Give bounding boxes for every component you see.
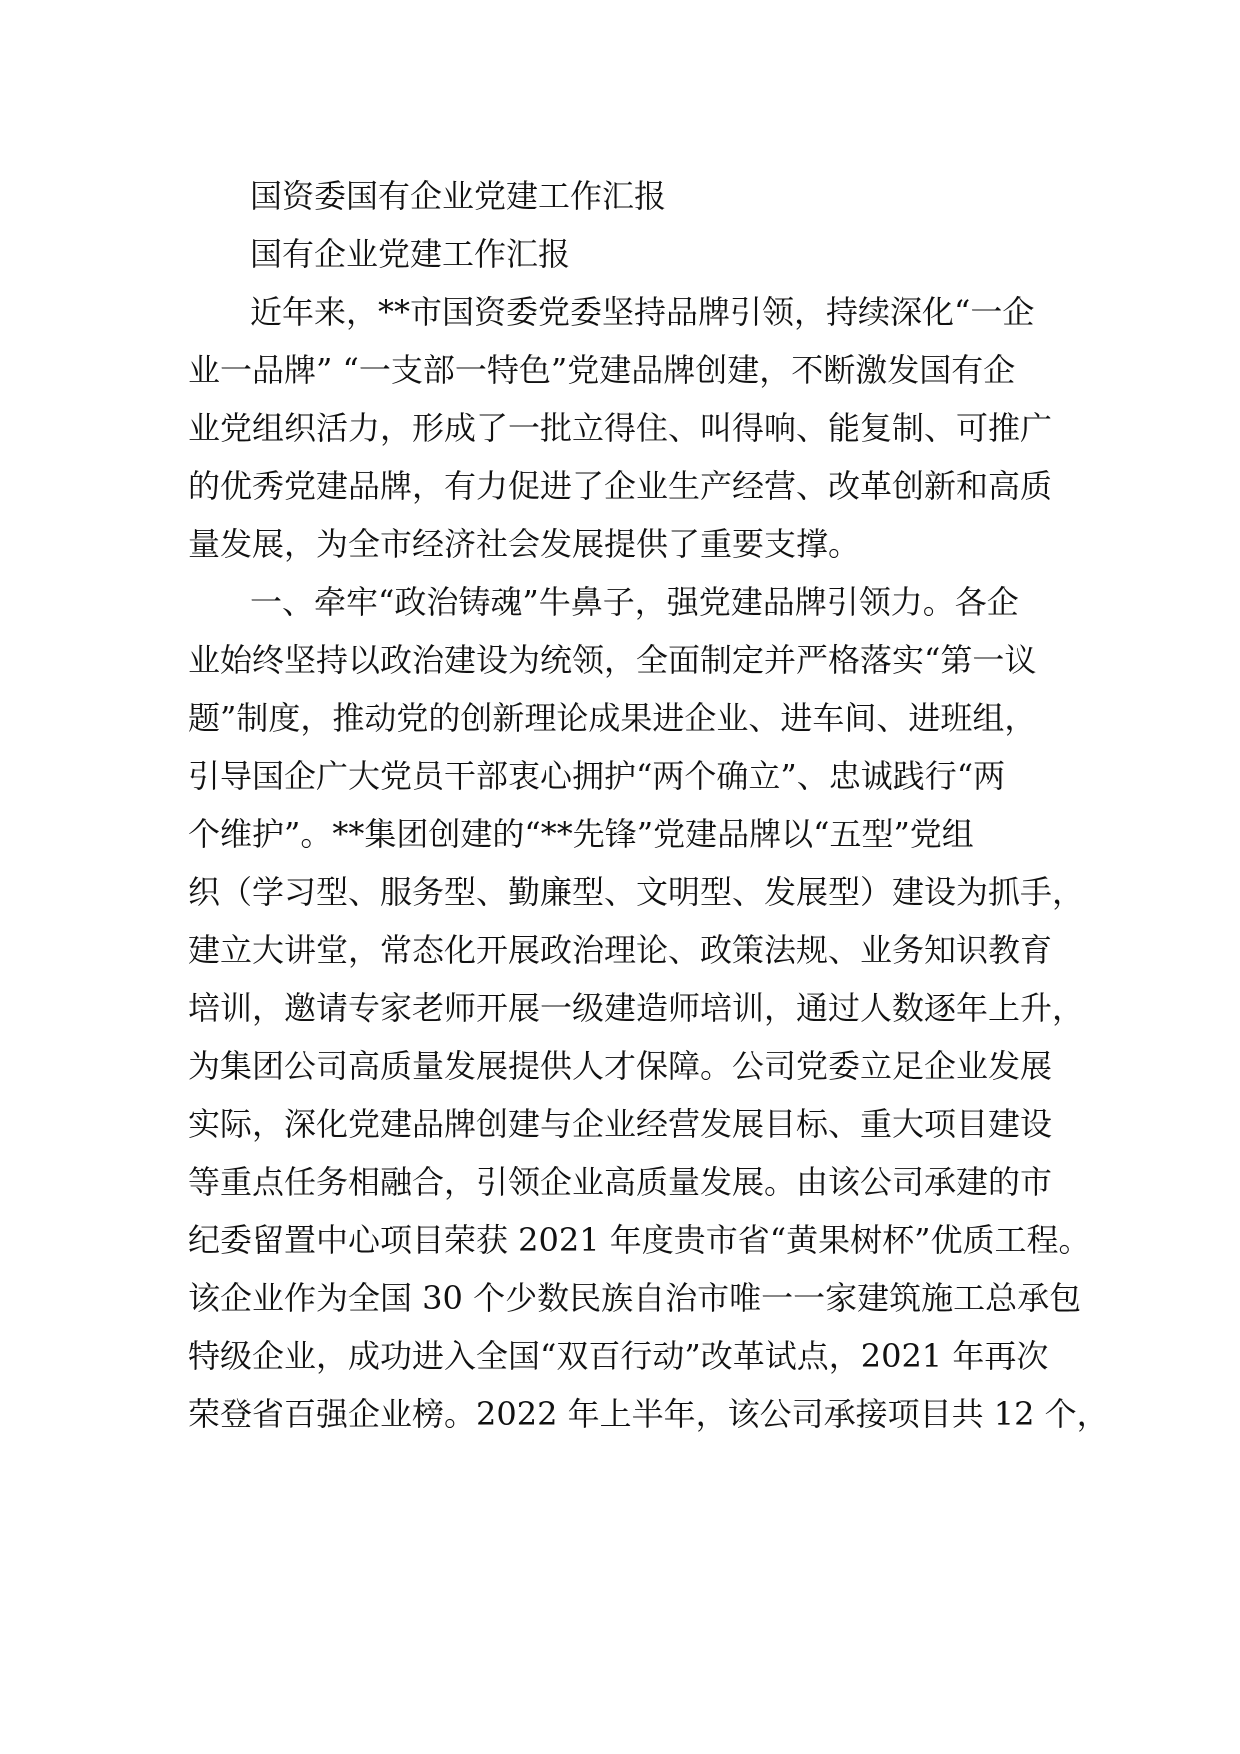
paragraph-line: 的优秀党建品牌，有力促进了企业生产经营、改革创新和高质 [188,467,1053,505]
paragraph-line: 为集团公司高质量发展提供人才保障。公司党委立足企业发展 [188,1047,1053,1085]
paragraph-line: 特级企业，成功进入全国“双百行动”改革试点，2021 年再次 [188,1337,1049,1375]
paragraph-line: 引导国企广大党员干部衷心拥护“两个确立”、忠诚践行“两 [188,757,1006,795]
paragraph-line: 实际，深化党建品牌创建与企业经营发展目标、重大项目建设 [188,1105,1053,1143]
paragraph-line: 培训，邀请专家老师开展一级建造师培训，通过人数逐年上升， [188,989,1085,1027]
paragraph-line: 题”制度，推动党的创新理论成果进企业、进车间、进班组， [188,699,1037,737]
paragraph-line: 织（学习型、服务型、勤廉型、文明型、发展型）建设为抓手， [188,873,1085,911]
paragraph-line: 业党组织活力，形成了一批立得住、叫得响、能复制、可推广 [188,409,1053,447]
document-subtitle: 国有企业党建工作汇报 [250,235,571,273]
paragraph-line: 业一品牌” “一支部一特色”党建品牌创建，不断激发国有企 [188,351,1016,389]
paragraph-line: 等重点任务相融合，引领企业高质量发展。由该公司承建的市 [188,1163,1053,1201]
section-heading-line: 一、牵牢“政治铸魂”牛鼻子，强党建品牌引领力。各企 [250,583,1019,621]
paragraph-line: 近年来，**市国资委党委坚持品牌引领，持续深化“一企 [250,293,1035,331]
paragraph-line: 个维护”。**集团创建的“**先锋”党建品牌以“五型”党组 [188,815,974,853]
paragraph-line: 业始终坚持以政治建设为统领，全面制定并严格落实“第一议 [188,641,1037,679]
paragraph-line: 建立大讲堂，常态化开展政治理论、政策法规、业务知识教育 [188,931,1053,969]
paragraph-line: 纪委留置中心项目荣获 2021 年度贵市省“黄果树杯”优质工程。 [188,1221,1091,1259]
paragraph-line: 该企业作为全国 30 个少数民族自治市唯一一家建筑施工总承包 [188,1279,1082,1317]
paragraph-line: 量发展，为全市经济社会发展提供了重要支撑。 [188,525,861,563]
paragraph-line: 荣登省百强企业榜。2022 年上半年，该公司承接项目共 12 个， [188,1395,1109,1433]
document-title: 国资委国有企业党建工作汇报 [250,177,667,215]
